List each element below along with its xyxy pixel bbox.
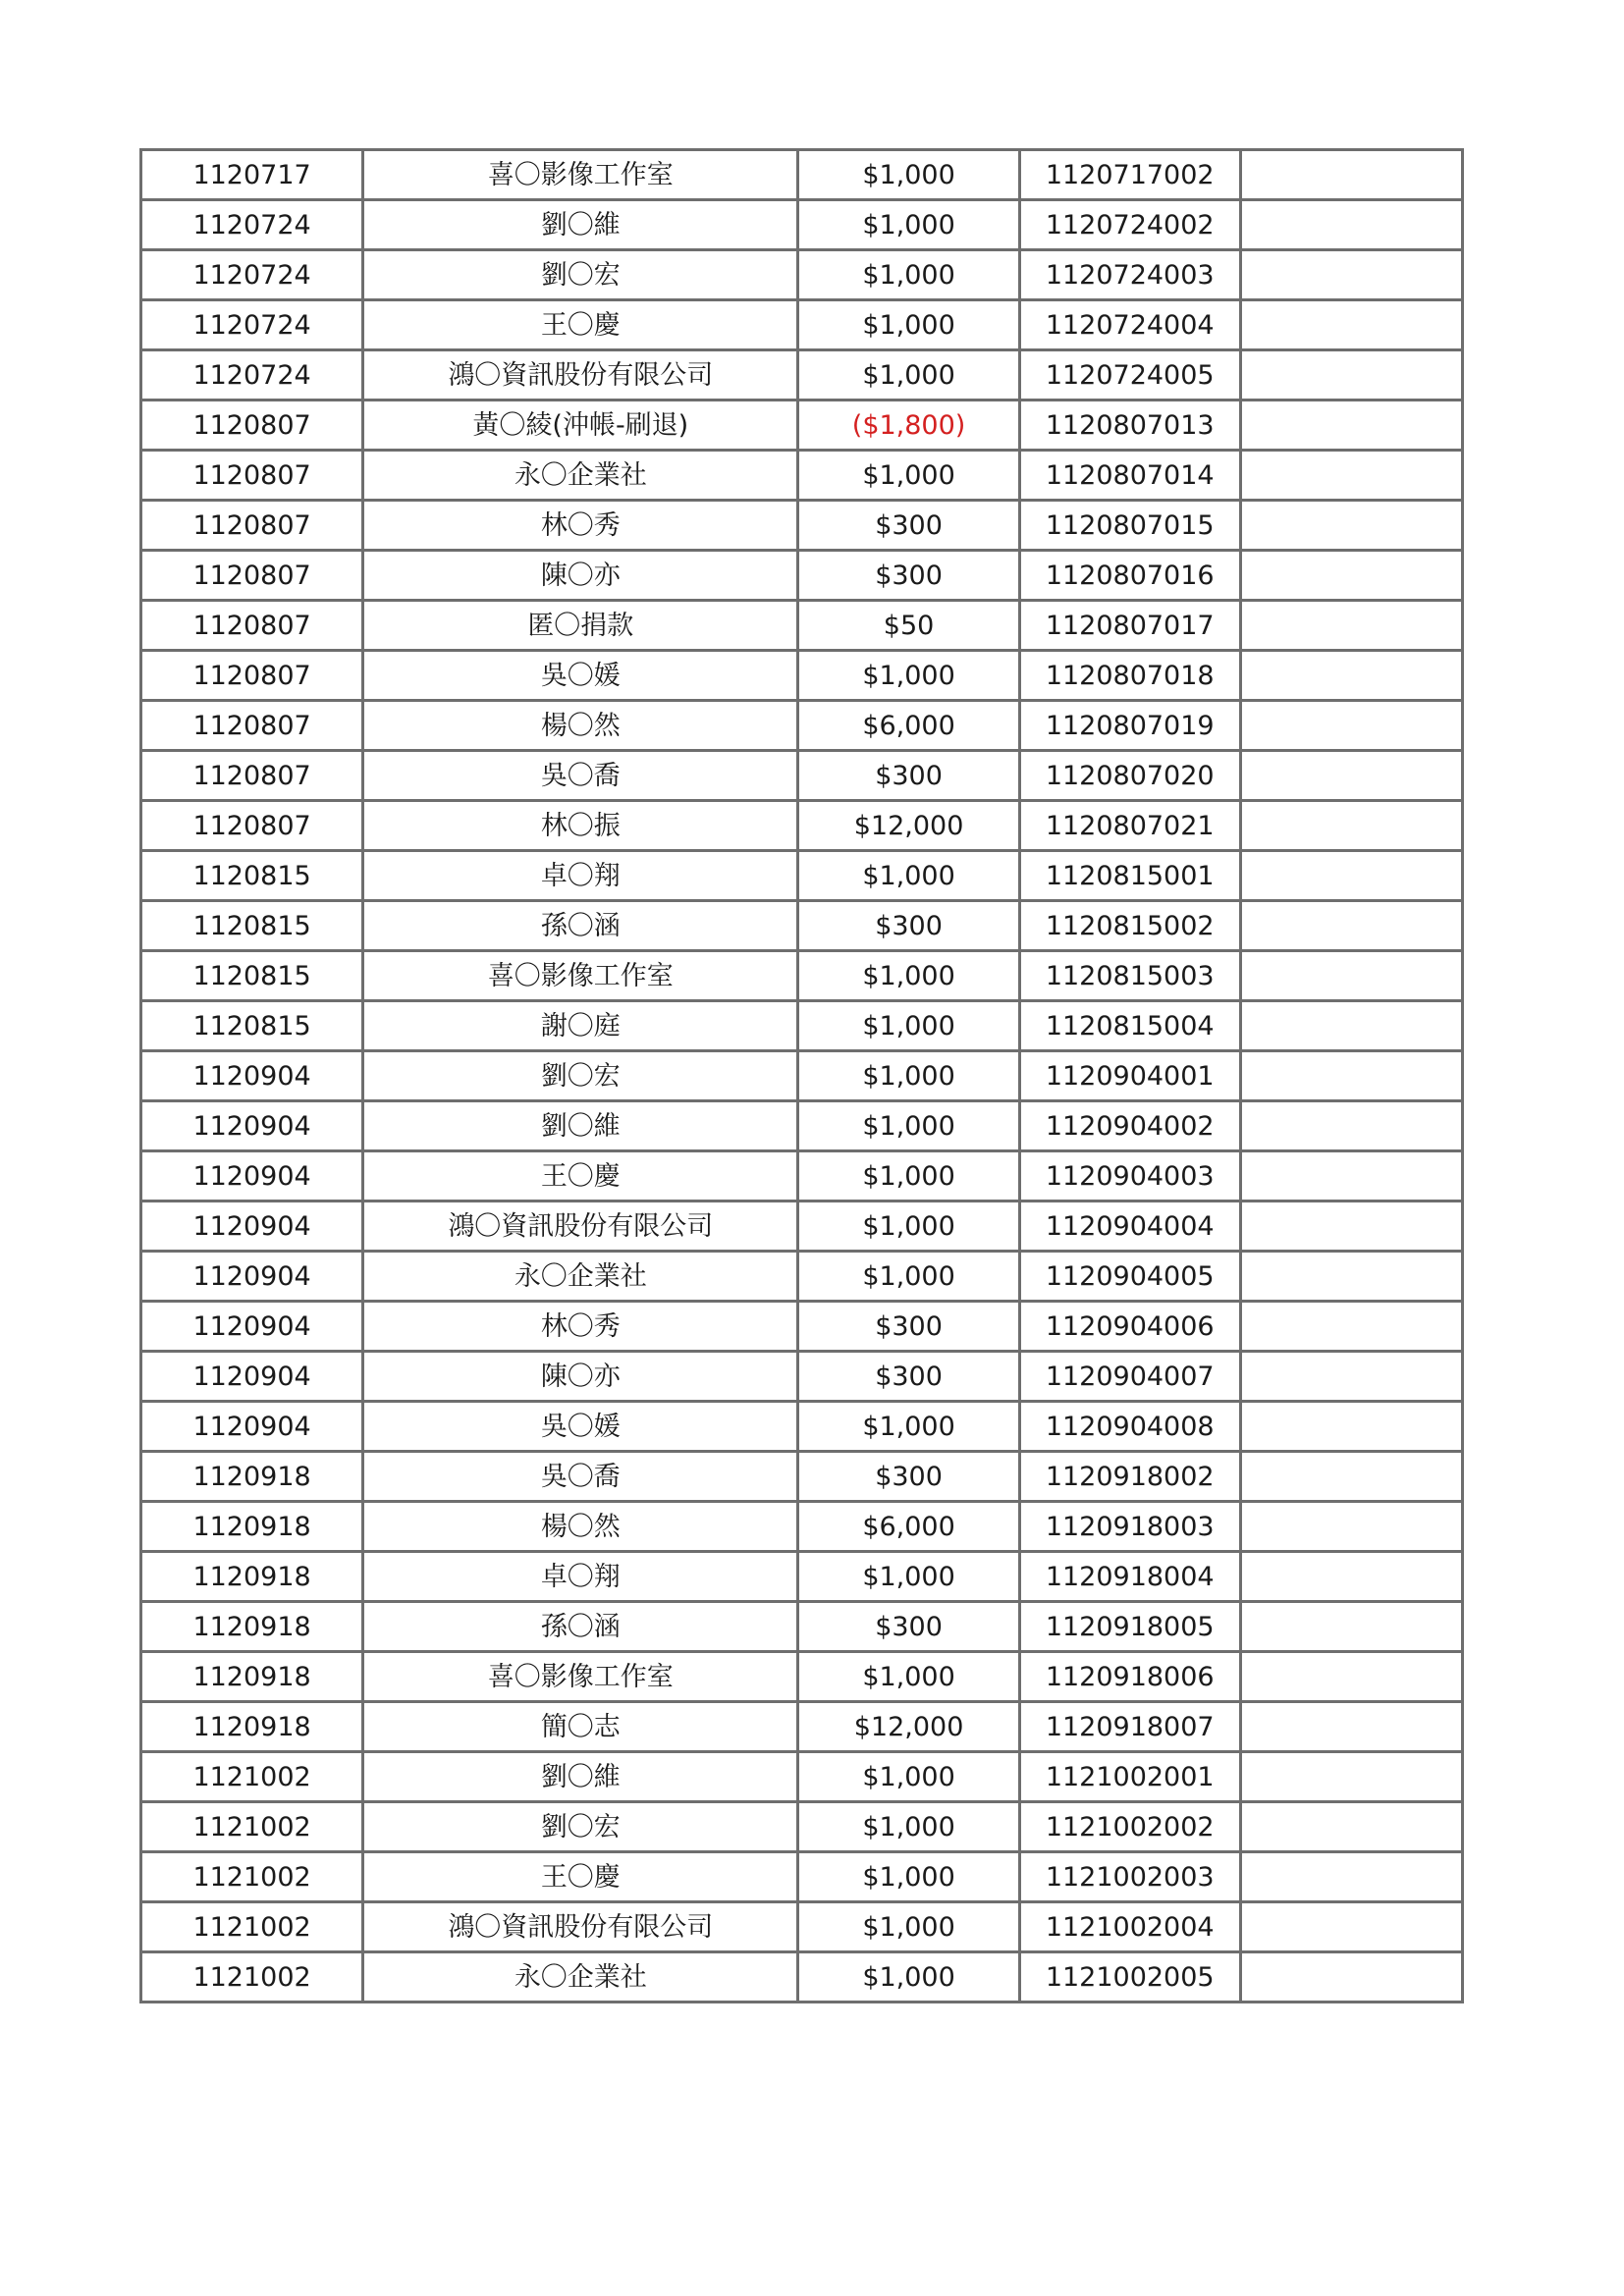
date-cell: 1120807 <box>141 751 363 801</box>
donor-name-cell: 永〇企業社 <box>363 1952 798 2002</box>
date-cell: 1120918 <box>141 1652 363 1702</box>
amount-cell: $1,000 <box>798 1902 1019 1952</box>
note-cell <box>1240 501 1462 551</box>
receipt-number-cell: 1120724003 <box>1019 250 1240 300</box>
receipt-number-cell: 1120724002 <box>1019 200 1240 250</box>
amount-cell: $1,000 <box>798 1852 1019 1902</box>
date-cell: 1121002 <box>141 1752 363 1802</box>
note-cell <box>1240 1552 1462 1602</box>
receipt-number-cell: 1120807013 <box>1019 400 1240 451</box>
receipt-number-cell: 1120807016 <box>1019 551 1240 601</box>
donor-name-cell: 林〇秀 <box>363 1302 798 1352</box>
receipt-number-cell: 1120918002 <box>1019 1452 1240 1502</box>
date-cell: 1120904 <box>141 1302 363 1352</box>
donor-name-cell: 匿〇捐款 <box>363 601 798 651</box>
date-cell: 1121002 <box>141 1902 363 1952</box>
date-cell: 1120724 <box>141 350 363 400</box>
table-row <box>141 250 1463 300</box>
table-row <box>141 751 1463 801</box>
date-cell: 1120807 <box>141 400 363 451</box>
donor-name-cell: 吳〇喬 <box>363 1452 798 1502</box>
amount-cell: $1,000 <box>798 150 1019 200</box>
donation-table-body <box>141 150 1463 2002</box>
donor-name-cell: 吳〇媛 <box>363 1402 798 1452</box>
receipt-number-cell: 1120815001 <box>1019 851 1240 901</box>
donor-name-cell: 楊〇然 <box>363 1502 798 1552</box>
receipt-number-cell: 1120904005 <box>1019 1252 1240 1302</box>
donor-name-cell: 劉〇宏 <box>363 250 798 300</box>
table-row <box>141 1602 1463 1652</box>
donor-name-cell: 簡〇志 <box>363 1702 798 1752</box>
note-cell <box>1240 1101 1462 1151</box>
receipt-number-cell: 1120717002 <box>1019 150 1240 200</box>
donor-name-cell: 鴻〇資訊股份有限公司 <box>363 350 798 400</box>
table-row <box>141 501 1463 551</box>
amount-cell: $1,000 <box>798 1652 1019 1702</box>
date-cell: 1121002 <box>141 1802 363 1852</box>
amount-cell: $1,000 <box>798 250 1019 300</box>
date-cell: 1120807 <box>141 801 363 851</box>
receipt-number-cell: 1120807014 <box>1019 451 1240 501</box>
note-cell <box>1240 951 1462 1001</box>
receipt-number-cell: 1120904008 <box>1019 1402 1240 1452</box>
note-cell <box>1240 1702 1462 1752</box>
receipt-number-cell: 1120904002 <box>1019 1101 1240 1151</box>
date-cell: 1120904 <box>141 1402 363 1452</box>
donor-name-cell: 林〇秀 <box>363 501 798 551</box>
receipt-number-cell: 1120815004 <box>1019 1001 1240 1051</box>
note-cell <box>1240 901 1462 951</box>
note-cell <box>1240 1752 1462 1802</box>
donor-name-cell: 吳〇媛 <box>363 651 798 701</box>
note-cell <box>1240 1352 1462 1402</box>
date-cell: 1120815 <box>141 951 363 1001</box>
date-cell: 1120724 <box>141 200 363 250</box>
receipt-number-cell: 1120904007 <box>1019 1352 1240 1402</box>
receipt-number-cell: 1120815002 <box>1019 901 1240 951</box>
date-cell: 1120904 <box>141 1201 363 1252</box>
amount-cell: $1,000 <box>798 1752 1019 1802</box>
table-row <box>141 701 1463 751</box>
donor-name-cell: 卓〇翔 <box>363 1552 798 1602</box>
note-cell <box>1240 551 1462 601</box>
date-cell: 1120717 <box>141 150 363 200</box>
amount-cell: $1,000 <box>798 1101 1019 1151</box>
donor-name-cell: 永〇企業社 <box>363 451 798 501</box>
table-row <box>141 1552 1463 1602</box>
amount-cell: $1,000 <box>798 451 1019 501</box>
note-cell <box>1240 601 1462 651</box>
note-cell <box>1240 801 1462 851</box>
table-row <box>141 651 1463 701</box>
table-row <box>141 1201 1463 1252</box>
date-cell: 1121002 <box>141 1952 363 2002</box>
amount-cell: $1,000 <box>798 1151 1019 1201</box>
note-cell <box>1240 1252 1462 1302</box>
date-cell: 1120724 <box>141 300 363 350</box>
amount-cell: $1,000 <box>798 851 1019 901</box>
date-cell: 1120807 <box>141 501 363 551</box>
receipt-number-cell: 1121002003 <box>1019 1852 1240 1902</box>
receipt-number-cell: 1120918007 <box>1019 1702 1240 1752</box>
table-row <box>141 400 1463 451</box>
donor-name-cell: 永〇企業社 <box>363 1252 798 1302</box>
amount-cell: $300 <box>798 501 1019 551</box>
note-cell <box>1240 200 1462 250</box>
amount-cell: $50 <box>798 601 1019 651</box>
amount-cell: $12,000 <box>798 1702 1019 1752</box>
donor-name-cell: 劉〇維 <box>363 1101 798 1151</box>
amount-cell: $300 <box>798 901 1019 951</box>
amount-cell: $1,000 <box>798 200 1019 250</box>
date-cell: 1120918 <box>141 1452 363 1502</box>
date-cell: 1120807 <box>141 651 363 701</box>
receipt-number-cell: 1120918005 <box>1019 1602 1240 1652</box>
table-row <box>141 1952 1463 2002</box>
receipt-number-cell: 1120904001 <box>1019 1051 1240 1101</box>
receipt-number-cell: 1120724004 <box>1019 300 1240 350</box>
receipt-number-cell: 1120815003 <box>1019 951 1240 1001</box>
donor-name-cell: 陳〇亦 <box>363 551 798 601</box>
table-row <box>141 200 1463 250</box>
note-cell <box>1240 1852 1462 1902</box>
donor-name-cell: 劉〇維 <box>363 200 798 250</box>
amount-cell: $6,000 <box>798 701 1019 751</box>
donor-name-cell: 鴻〇資訊股份有限公司 <box>363 1201 798 1252</box>
date-cell: 1120807 <box>141 701 363 751</box>
note-cell <box>1240 1952 1462 2002</box>
amount-cell: $300 <box>798 751 1019 801</box>
receipt-number-cell: 1121002001 <box>1019 1752 1240 1802</box>
donor-name-cell: 王〇慶 <box>363 1852 798 1902</box>
date-cell: 1120807 <box>141 451 363 501</box>
donor-name-cell: 劉〇宏 <box>363 1051 798 1101</box>
receipt-number-cell: 1120724005 <box>1019 350 1240 400</box>
donor-name-cell: 喜〇影像工作室 <box>363 150 798 200</box>
note-cell <box>1240 1001 1462 1051</box>
note-cell <box>1240 150 1462 200</box>
donor-name-cell: 王〇慶 <box>363 1151 798 1201</box>
amount-cell: $12,000 <box>798 801 1019 851</box>
donor-name-cell: 謝〇庭 <box>363 1001 798 1051</box>
date-cell: 1120918 <box>141 1602 363 1652</box>
date-cell: 1120904 <box>141 1252 363 1302</box>
receipt-number-cell: 1121002005 <box>1019 1952 1240 2002</box>
table-row <box>141 300 1463 350</box>
note-cell <box>1240 451 1462 501</box>
amount-cell: ($1,800) <box>798 400 1019 451</box>
date-cell: 1120807 <box>141 551 363 601</box>
table-row <box>141 1402 1463 1452</box>
donor-name-cell: 鴻〇資訊股份有限公司 <box>363 1902 798 1952</box>
receipt-number-cell: 1121002004 <box>1019 1902 1240 1952</box>
date-cell: 1120815 <box>141 851 363 901</box>
table-row <box>141 601 1463 651</box>
table-row <box>141 1352 1463 1402</box>
table-row <box>141 1652 1463 1702</box>
note-cell <box>1240 400 1462 451</box>
receipt-number-cell: 1120807015 <box>1019 501 1240 551</box>
note-cell <box>1240 701 1462 751</box>
date-cell: 1120918 <box>141 1702 363 1752</box>
table-row <box>141 801 1463 851</box>
donation-sheet <box>139 148 1464 2003</box>
amount-cell: $1,000 <box>798 1201 1019 1252</box>
amount-cell: $300 <box>798 1602 1019 1652</box>
note-cell <box>1240 1502 1462 1552</box>
date-cell: 1120815 <box>141 901 363 951</box>
donor-name-cell: 卓〇翔 <box>363 851 798 901</box>
date-cell: 1120918 <box>141 1502 363 1552</box>
note-cell <box>1240 1652 1462 1702</box>
date-cell: 1120904 <box>141 1352 363 1402</box>
receipt-number-cell: 1120807019 <box>1019 701 1240 751</box>
date-cell: 1120815 <box>141 1001 363 1051</box>
donor-name-cell: 楊〇然 <box>363 701 798 751</box>
amount-cell: $1,000 <box>798 350 1019 400</box>
note-cell <box>1240 1452 1462 1502</box>
amount-cell: $300 <box>798 551 1019 601</box>
donor-name-cell: 喜〇影像工作室 <box>363 951 798 1001</box>
amount-cell: $1,000 <box>798 651 1019 701</box>
table-row <box>141 451 1463 501</box>
receipt-number-cell: 1120807021 <box>1019 801 1240 851</box>
note-cell <box>1240 651 1462 701</box>
date-cell: 1121002 <box>141 1852 363 1902</box>
date-cell: 1120724 <box>141 250 363 300</box>
table-row <box>141 1302 1463 1352</box>
note-cell <box>1240 1302 1462 1352</box>
receipt-number-cell: 1120807020 <box>1019 751 1240 801</box>
amount-cell: $6,000 <box>798 1502 1019 1552</box>
note-cell <box>1240 1602 1462 1652</box>
note-cell <box>1240 1902 1462 1952</box>
table-row <box>141 851 1463 901</box>
date-cell: 1120904 <box>141 1101 363 1151</box>
note-cell <box>1240 250 1462 300</box>
date-cell: 1120807 <box>141 601 363 651</box>
receipt-number-cell: 1120918003 <box>1019 1502 1240 1552</box>
amount-cell: $1,000 <box>798 1402 1019 1452</box>
table-row <box>141 1452 1463 1502</box>
date-cell: 1120904 <box>141 1051 363 1101</box>
table-row <box>141 350 1463 400</box>
receipt-number-cell: 1120904003 <box>1019 1151 1240 1201</box>
donor-name-cell: 劉〇宏 <box>363 1802 798 1852</box>
table-row <box>141 1101 1463 1151</box>
date-cell: 1120918 <box>141 1552 363 1602</box>
amount-cell: $1,000 <box>798 1252 1019 1302</box>
table-row <box>141 1151 1463 1201</box>
amount-cell: $1,000 <box>798 1552 1019 1602</box>
receipt-number-cell: 1120807017 <box>1019 601 1240 651</box>
receipt-number-cell: 1121002002 <box>1019 1802 1240 1852</box>
table-row <box>141 551 1463 601</box>
table-row <box>141 1502 1463 1552</box>
amount-cell: $300 <box>798 1352 1019 1402</box>
donor-name-cell: 黃〇綾(沖帳-刷退) <box>363 400 798 451</box>
amount-cell: $1,000 <box>798 951 1019 1001</box>
amount-cell: $1,000 <box>798 1952 1019 2002</box>
table-row <box>141 951 1463 1001</box>
note-cell <box>1240 1802 1462 1852</box>
note-cell <box>1240 851 1462 901</box>
date-cell: 1120904 <box>141 1151 363 1201</box>
table-row <box>141 1852 1463 1902</box>
receipt-number-cell: 1120807018 <box>1019 651 1240 701</box>
table-row <box>141 1752 1463 1802</box>
note-cell <box>1240 1402 1462 1452</box>
note-cell <box>1240 1201 1462 1252</box>
donor-name-cell: 林〇振 <box>363 801 798 851</box>
note-cell <box>1240 350 1462 400</box>
donor-name-cell: 劉〇維 <box>363 1752 798 1802</box>
amount-cell: $1,000 <box>798 1802 1019 1852</box>
amount-cell: $300 <box>798 1302 1019 1352</box>
table-row <box>141 1902 1463 1952</box>
donor-name-cell: 喜〇影像工作室 <box>363 1652 798 1702</box>
table-row <box>141 1051 1463 1101</box>
donor-name-cell: 陳〇亦 <box>363 1352 798 1402</box>
table-row <box>141 1802 1463 1852</box>
donor-name-cell: 孫〇涵 <box>363 901 798 951</box>
note-cell <box>1240 751 1462 801</box>
donor-name-cell: 吳〇喬 <box>363 751 798 801</box>
note-cell <box>1240 1151 1462 1201</box>
table-row <box>141 1001 1463 1051</box>
receipt-number-cell: 1120918004 <box>1019 1552 1240 1602</box>
amount-cell: $1,000 <box>798 1051 1019 1101</box>
receipt-number-cell: 1120904004 <box>1019 1201 1240 1252</box>
donor-name-cell: 王〇慶 <box>363 300 798 350</box>
amount-cell: $300 <box>798 1452 1019 1502</box>
receipt-number-cell: 1120918006 <box>1019 1652 1240 1702</box>
table-row <box>141 150 1463 200</box>
table-row <box>141 1252 1463 1302</box>
note-cell <box>1240 1051 1462 1101</box>
receipt-number-cell: 1120904006 <box>1019 1302 1240 1352</box>
amount-cell: $1,000 <box>798 1001 1019 1051</box>
note-cell <box>1240 300 1462 350</box>
table-row <box>141 1702 1463 1752</box>
table-row <box>141 901 1463 951</box>
donation-table <box>139 148 1464 2003</box>
amount-cell: $1,000 <box>798 300 1019 350</box>
donor-name-cell: 孫〇涵 <box>363 1602 798 1652</box>
